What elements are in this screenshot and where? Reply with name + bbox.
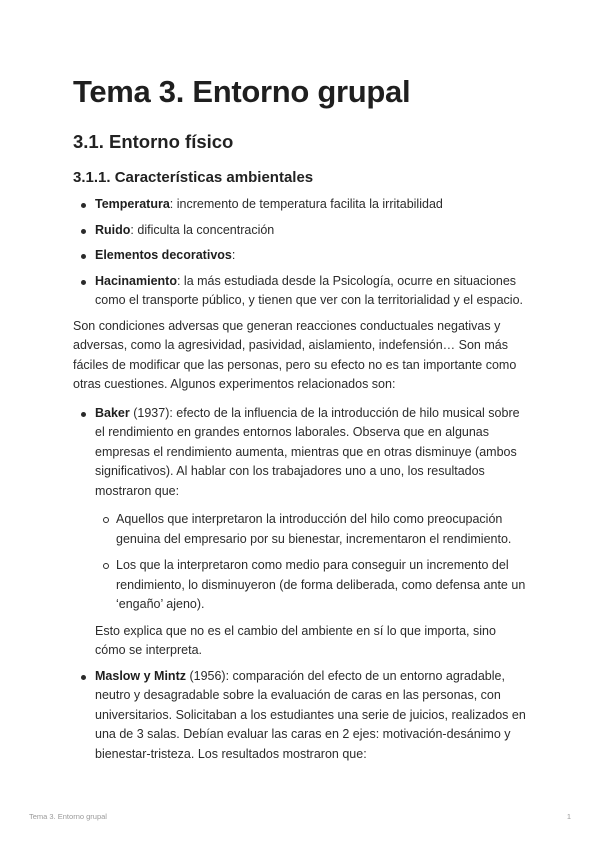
factor-text: : dificulta la concentración <box>130 222 275 237</box>
factor-term: Hacinamiento <box>95 273 177 288</box>
factor-term: Elementos decorativos <box>95 248 232 262</box>
factor-text: : la más estudiada desde la Psicología, ocurre en situaciones como el transporte público, y tienen que ver con la territorialidad y el espacio. <box>95 273 524 307</box>
list-item <box>73 221 526 241</box>
list-item <box>73 667 526 765</box>
factor-term: Ruido <box>95 222 131 237</box>
experiment-text: (1956): comparación del efecto de un entorno agradable, neutro y desagradable sobre la evaluación de caras en las personas, con universitarios. Solicitaban a los estudiantes una serie de juicios, realizados en una de 3 salas. Debían evaluar las caras en 2 ejes: motivación-desánimo y bienestar-tristeza. Los resultados mostraron que: <box>95 668 526 761</box>
factor-term: Temperatura <box>95 197 170 211</box>
list-item <box>73 246 526 266</box>
list-item <box>73 272 526 311</box>
factor-text: : <box>231 248 236 262</box>
page-title: Tema 3. Entorno grupal <box>73 74 411 109</box>
factor-text: : incremento de temperatura facilita la irritabilidad <box>169 197 443 211</box>
factors-list <box>73 195 526 311</box>
results-list <box>95 510 526 615</box>
list-item <box>73 195 526 215</box>
page-footer <box>29 812 571 821</box>
footer-title: Tema 3. Entorno grupal <box>29 812 107 821</box>
experiment-note: Esto explica que no es el cambio del ambiente en sí lo que importa, sino cómo se interpreta. <box>95 623 496 657</box>
list-item: Los que la interpretaron como medio para conseguir un incremento del rendimiento, lo disminuyeron (de forma deliberada, como defensa ante un ‘engaño’ ajeno). <box>95 556 526 615</box>
section-heading: 3.1. Entorno físico <box>73 131 234 152</box>
experiments-list <box>73 404 526 765</box>
experiment-author: Baker <box>95 405 130 420</box>
page-number: 1 <box>566 812 571 821</box>
body-paragraph: Son condiciones adversas que generan reacciones conductuales negativas y adversas, como la agresividad, pasividad, aislamiento, indefensión… Son más fáciles de modificar que las personas, pero su efecto no es tan importante como otras cuestiones. Algunos experimentos relacionados son: <box>73 318 517 391</box>
experiment-text: (1937): efecto de la influencia de la introducción de hilo musical sobre el rendimiento en grandes entornos laborales. Observa que en algunas empresas el rendimiento aumenta, mientras que en otras disminuye (ambos significativos). Al hablar con los trabajadores uno a uno, los resultados mostraron que: <box>95 405 520 498</box>
list-item: Aquellos que interpretaron la introducción del hilo como preocupación genuina del empresario por su bienestar, incrementaron el rendimiento. <box>95 510 526 549</box>
experiment-author: Maslow y Mintz <box>95 668 186 683</box>
document-page <box>73 70 526 770</box>
list-item <box>73 404 526 661</box>
subsection-heading: 3.1.1. Características ambientales <box>73 169 314 186</box>
